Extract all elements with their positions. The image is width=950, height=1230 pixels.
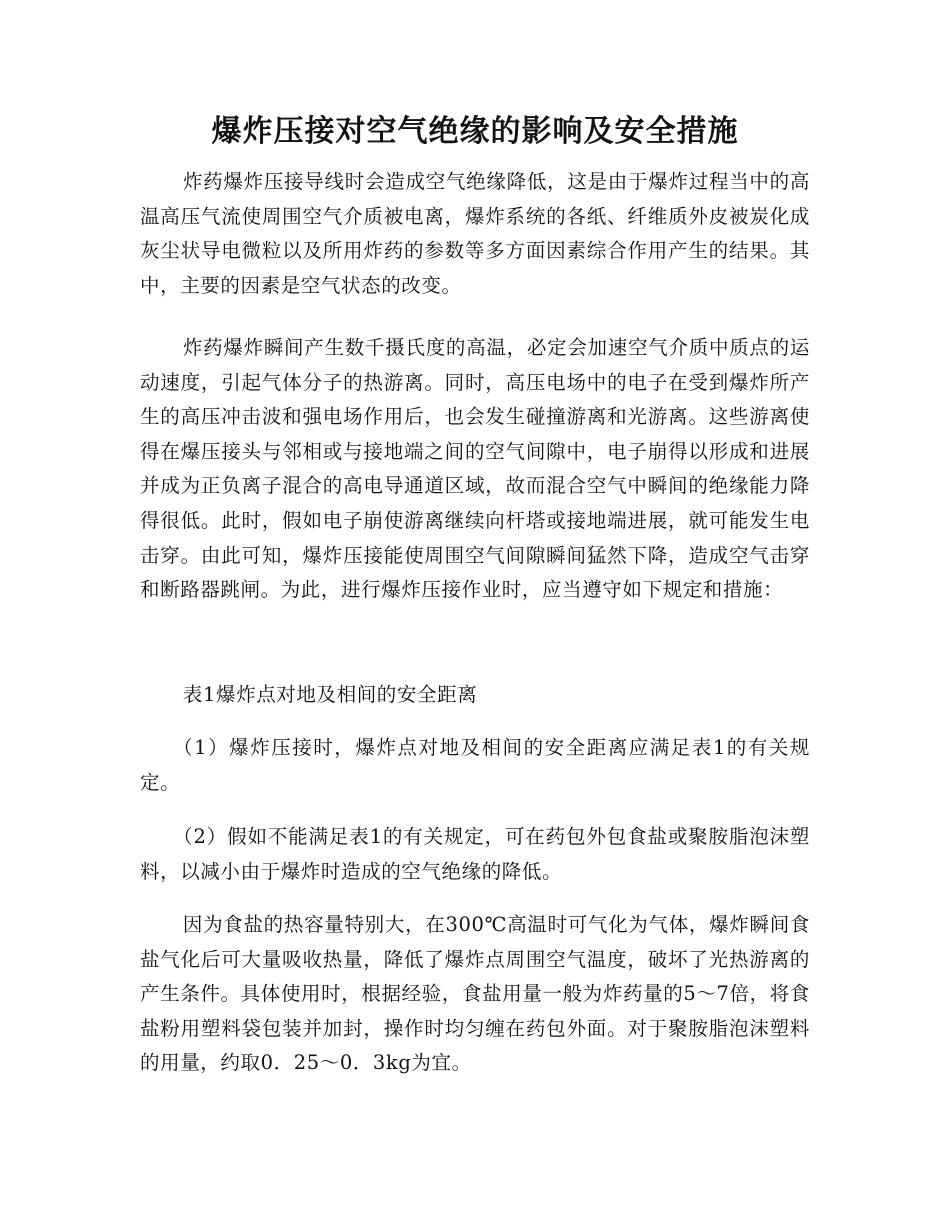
- paragraph-salt-explanation: 因为食盐的热容量特别大，在300℃高温时可气化为气体，爆炸瞬间食盐气化后可大量吸收热量，降低了爆炸点周围空气温度，破坏了光热游离的产生条件。具体使用时，根据经验，食盐用量一般为炸药量的5～7倍，将食盐粉用塑料袋包装并加封，操作时均匀缠在药包外面。对于聚胺脂泡沫塑料的用量，约取0．25～0．3kg为宜。: [140, 913, 810, 1075]
- paragraph-rule-1: （1）爆炸压接时，爆炸点对地及相间的安全距离应满足表1的有关规定。: [140, 736, 810, 794]
- paragraph-ionization-mechanism: 炸药爆炸瞬间产生数千摄氏度的高温，必定会加速空气介质中质点的运动速度，引起气体分子的热游离。同时，高压电场中的电子在受到爆炸所产生的高压冲击波和强电场作用后，也会发生碰撞游离和光游离。这些游离使得在爆压接头与邻相或与接地端之间的空气间隙中，电子崩得以形成和进展并成为正负离子混合的高电导通道区域，故而混合空气中瞬间的绝缘能力降得很低。此时，假如电子崩使游离继续向杆塔或接地端进展，就可能发生电击穿。由此可知，爆炸压接能使周围空气间隙瞬间猛然下降，造成空气击穿和断路器跳闸。为此，进行爆炸压接作业时，应当遵守如下规定和措施：: [140, 336, 810, 602]
- paragraph-rule-2: （2）假如不能满足表1的有关规定，可在药包外包食盐或聚胺脂泡沫塑料，以减小由于爆炸时造成的空气绝缘的降低。: [140, 825, 810, 883]
- paragraph-air-insulation-causes: 炸药爆炸压接导线时会造成空气绝缘降低，这是由于爆炸过程当中的高温高压气流使周围空气介质被电离，爆炸系统的各纸、纤维质外皮被炭化成灰尘状导电微粒以及所用炸药的参数等多方面因素综合作用产生的结果。其中，主要的因素是空气状态的改变。: [140, 170, 810, 297]
- table-caption: 表1爆炸点对地及相间的安全距离: [182, 683, 478, 706]
- document-title: 爆炸压接对空气绝缘的影响及安全措施: [211, 114, 739, 149]
